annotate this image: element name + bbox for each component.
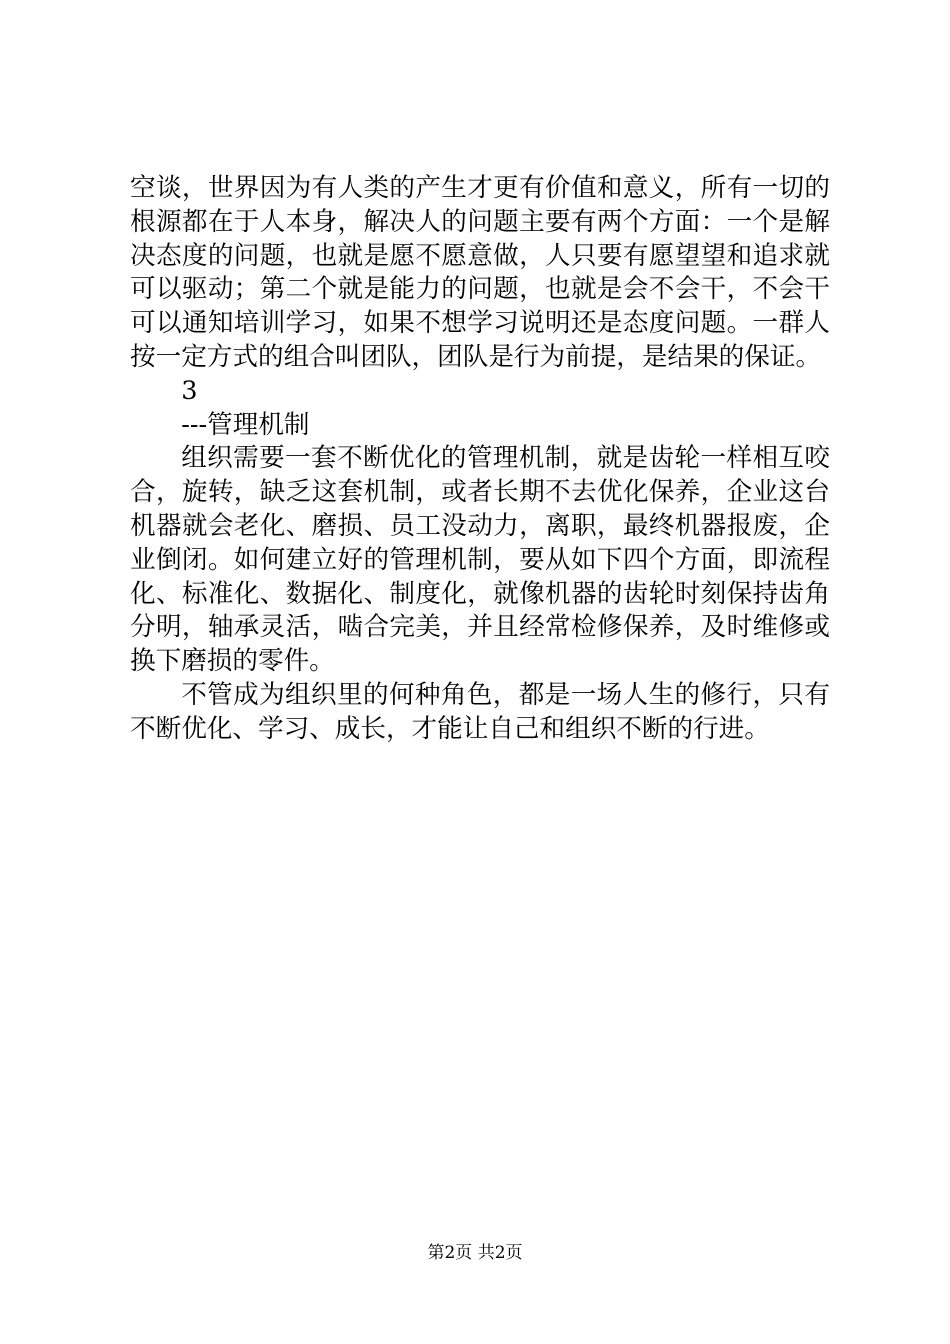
text-line: 业倒闭。如何建立好的管理机制，要从如下四个方面，即流程 [130,544,830,575]
paragraph-conclusion [130,679,830,747]
document-body [130,172,830,747]
text-line: 按一定方式的组合叫团队，团队是行为前提，是结果的保证。 [130,341,822,372]
text-line: 空谈，世界因为有人类的产生才更有价值和意义，所有一切的 [130,173,830,203]
text-line: 决态度的问题，也就是愿不愿意做，人只要有愿望望和追求就 [130,240,830,271]
text-line: ---管理机制 [181,409,310,440]
text-line: 换下磨损的零件。 [130,646,335,677]
text-line: 分明，轴承灵活，啮合完美，并且经常检修保养，及时维修或 [130,612,830,643]
text-line: 根源都在于人本身，解决人的问题主要有两个方面：一个是解 [130,206,830,237]
text-line: 合，旋转，缺乏这套机制，或者长期不去优化保养，企业这台 [130,477,830,508]
text-line: 不管成为组织里的何种角色，都是一场人生的修行，只有 [181,679,830,710]
text-line: 组织需要一套不断优化的管理机制，就是齿轮一样相互咬 [181,443,830,474]
section-heading [130,409,830,443]
paragraph-team [130,172,830,375]
page-number-label: 第2页 共2页 [427,1243,523,1263]
text-line: 化、标准化、数据化、制度化，就像机器的齿轮时刻保持齿角 [130,578,830,609]
paragraph-management [130,442,830,679]
text-line: 机器就会老化、磨损、员工没动力，离职，最终机器报废，企 [130,510,830,541]
page-footer [0,1242,950,1264]
text-line: 不断优化、学习、成长，才能让自己和组织不断的行进。 [130,713,770,744]
text-line: 3 [181,375,198,406]
section-number [130,375,830,409]
text-line: 可以驱动；第二个就是能力的问题，也就是会不会干，不会干 [130,274,830,305]
text-line: 可以通知培训学习，如果不想学习说明还是态度问题。一群人 [130,308,830,339]
